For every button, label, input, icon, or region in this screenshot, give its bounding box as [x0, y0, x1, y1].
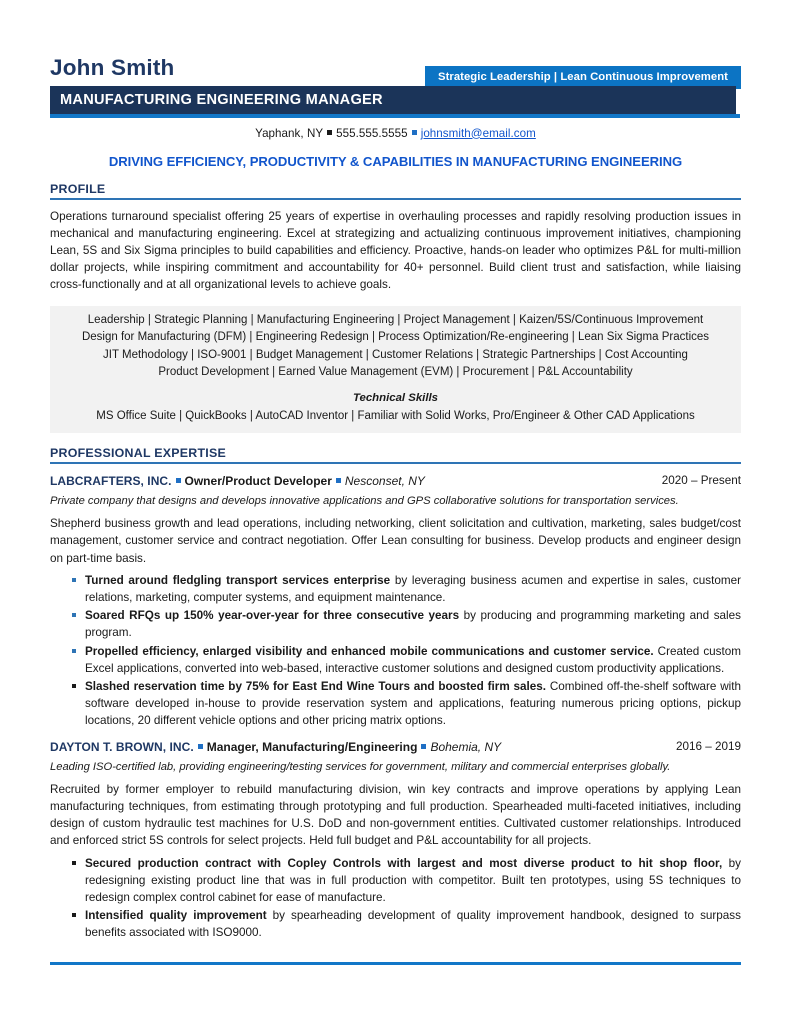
separator-square-blue-icon	[176, 478, 181, 483]
resume-header	[50, 0, 741, 169]
contact-line	[50, 127, 741, 140]
bullet-bold-lead: Secured production contract with Copley Controls with largest and most diverse product to hit shop floor,	[85, 856, 723, 870]
bullet-square-icon	[72, 861, 76, 865]
job-location: Bohemia, NY	[430, 739, 502, 754]
bullet-square-icon	[72, 613, 76, 617]
bullet-rest: by leveraging business acumen and expertise in sales, customer relations, marketing, computer systems, and equipment maintenance.	[85, 573, 741, 604]
technical-skills-title: Technical Skills	[352, 392, 439, 405]
profile-heading: PROFILE	[50, 181, 106, 196]
bullet-rest: by redesigning existing product line that was in full production with competitor. Built ten prototypes, using 5S techniques to redesign complex control cabinet for ease of manufacture.	[85, 856, 742, 904]
headline-statement: DRIVING EFFICIENCY, PRODUCTIVITY & CAPABILITIES IN MANUFACTURING ENGINEERING	[108, 153, 683, 169]
job-description: Shepherd business growth and lead operations, including networking, client solicitation and cultivation, marketing, sales budget/cost management, customer service and contract negotiation. Offer Lean consulting for business. Develop products and engineer design on part-time basis.	[50, 517, 741, 565]
profile-text: Operations turnaround specialist offering 25 years of expertise in overhauling processes and rapidly resolving production issues in mechanical and manufacturing engineering. Excel at strategizing and actualizing continuous improvement initiatives, championing Lean, 5S and Six Sigma principles to build capabilities and efficiency. Proactive, hands-on leader who optimizes P&L for multi-million dollar projects, while inspiring commitment and accountability for 40+ personnel. Build client trust and satisfaction, while liaising cross-functionally and at all organizational levels to achieve goals.	[50, 209, 741, 292]
bullet-rest: Combined off-the-shelf software with software developed in-house to provide reservation system and applications, featuring numerous pricing options, pickup locations, 20 different vehicle options and other pricing matrix options.	[85, 679, 741, 728]
bullet-bold-lead: Soared RFQs up 150% year-over-year for three consecutive years	[85, 609, 460, 623]
profile-section	[50, 182, 741, 294]
bullet-item	[50, 907, 741, 941]
separator-square-icon	[327, 130, 332, 135]
job-blurb: Private company that designs and develops innovative applications and GPS collaborative solutions for transportation services.	[50, 495, 679, 508]
candidate-name: John Smith	[50, 55, 175, 80]
bullet-rest: by producing and programming marketing and sales program.	[85, 609, 742, 640]
job-dates: 2016 – 2019	[676, 739, 741, 753]
job-description: Recruited by former employer to rebuild manufacturing division, win key contracts and improve operations by applying Lean manufacturing techniques, from estimating through prototyping and full production. Spearheaded multi-faceted initiatives, including design of custom hydraulic test machines for U.S. DoD and non-government entities. Cultivated customer relationships. Introduced and enforced strict 5S controls for select projects. Held full budget and P&L accountability for all projects.	[50, 782, 741, 848]
experience-heading: PROFESSIONAL EXPERTISE	[50, 446, 227, 461]
bullet-square-icon	[72, 649, 76, 653]
bullet-item	[50, 643, 741, 677]
profile-heading-rule	[50, 198, 741, 200]
job-location: Nesconset, NY	[344, 474, 425, 489]
bullet-bold-lead: Propelled efficiency, enlarged visibility and enhanced mobile communications and customer service.	[85, 644, 654, 658]
job-company: LABCRAFTERS, INC.	[50, 474, 172, 489]
footer-rule	[50, 962, 741, 965]
bullet-square-icon	[72, 913, 76, 917]
bullet-item	[50, 855, 741, 907]
bullet-bold-lead: Turned around fledgling transport services enterprise	[85, 573, 391, 587]
job-dates: 2020 – Present	[661, 474, 741, 488]
separator-square-blue-icon	[412, 130, 417, 135]
job-title-bar-wrap	[50, 86, 740, 118]
job-title: Manager, Manufacturing/Engineering	[206, 739, 418, 754]
bullet-item	[50, 678, 741, 730]
separator-square-blue-icon	[198, 744, 203, 749]
core-competencies-box	[50, 306, 741, 433]
skills-line: Leadership | Strategic Planning | Manufacturing Engineering | Project Management | Kaizen/5S/Continuous Improvement	[87, 313, 704, 326]
experience-section	[50, 446, 741, 941]
bullet-rest: Created custom Excel applications, converted into web-based, interactive customer solutions and designed custom productivity applications.	[85, 644, 741, 675]
job-entry	[50, 740, 741, 942]
job-header	[50, 740, 741, 755]
tagline-badge: Strategic Leadership | Lean Continuous Improvement	[425, 66, 741, 89]
skills-line: Design for Manufacturing (DFM) | Engineering Redesign | Process Optimization/Re-engineering | Lean Six Sigma Practices	[81, 331, 710, 344]
bullet-bold-lead: Intensified quality improvement	[85, 909, 267, 923]
job-header	[50, 474, 741, 489]
contact-phone: 555.555.5555	[336, 126, 408, 140]
contact-email-link[interactable]: johnsmith@email.com	[420, 126, 536, 140]
separator-square-blue-icon	[421, 744, 426, 749]
bullet-square-icon	[72, 684, 76, 688]
experience-heading-rule	[50, 462, 741, 464]
job-title-bar: MANUFACTURING ENGINEERING MANAGER	[50, 86, 736, 114]
title-bar-underline	[50, 114, 740, 118]
bullet-rest: by spearheading development of quality improvement handbook, designed to surpass benefits associated with ISO9000.	[85, 909, 741, 940]
separator-square-blue-icon	[336, 478, 341, 483]
bullet-item	[50, 572, 741, 606]
skills-line: JIT Methodology | ISO-9001 | Budget Management | Customer Relations | Strategic Partnerships | Cost Accounting	[103, 348, 688, 361]
skills-line: Product Development | Earned Value Management (EVM) | Procurement | P&L Accountability	[158, 366, 633, 379]
job-entry	[50, 474, 741, 730]
job-bullet-list	[50, 572, 741, 730]
bullet-item	[50, 607, 741, 641]
contact-location: Yaphank, NY	[255, 126, 324, 140]
technical-skills-line: MS Office Suite | QuickBooks | AutoCAD Inventor | Familiar with Solid Works, Pro/Engineer & Other CAD Applications	[96, 410, 695, 423]
bullet-bold-lead: Slashed reservation time by 75% for East End Wine Tours and boosted firm sales.	[85, 679, 547, 693]
bullet-square-icon	[72, 578, 76, 582]
job-blurb: Leading ISO-certified lab, providing engineering/testing services for government, military and commercial enterprises globally.	[50, 760, 671, 773]
job-bullet-list	[50, 855, 741, 942]
job-company: DAYTON T. BROWN, INC.	[50, 739, 194, 754]
job-title: Owner/Product Developer	[184, 474, 332, 489]
